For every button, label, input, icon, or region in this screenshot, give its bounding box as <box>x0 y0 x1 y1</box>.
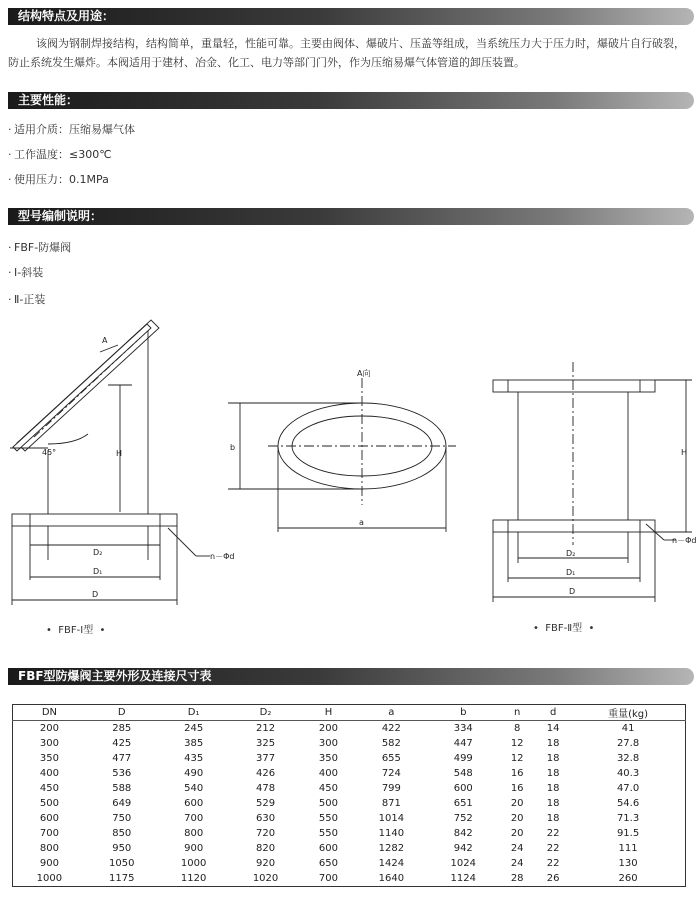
table-cell: 20 <box>510 798 524 809</box>
table-cell: 18 <box>546 813 560 824</box>
performance-item-text: 使用压力：0.1MPa <box>14 173 109 186</box>
table-cell: 18 <box>546 753 560 764</box>
table-row <box>13 871 686 887</box>
table-cell: 47.0 <box>616 783 640 794</box>
column-header: D <box>117 707 126 718</box>
label-d1-left: D₁ <box>93 567 103 576</box>
performance-item-text: 适用介质：压缩易爆气体 <box>14 123 135 136</box>
table-cell: 588 <box>112 783 132 794</box>
model-item-fbf: · FBF-防爆阀 <box>8 241 72 254</box>
table-cell: 1120 <box>180 873 207 884</box>
section-header-model: 型号编制说明： <box>8 208 694 225</box>
performance-item-medium: · 适用介质：压缩易爆气体 <box>8 123 135 136</box>
label-d2-right: D₂ <box>566 549 576 558</box>
table-cell: 20 <box>510 813 524 824</box>
table-row <box>13 856 686 871</box>
table-cell: 1124 <box>450 873 476 884</box>
column-header: DN <box>41 707 57 718</box>
technical-drawing <box>0 300 700 650</box>
table-cell: 300 <box>39 738 59 749</box>
table-cell: 724 <box>381 768 401 779</box>
table-cell: 500 <box>39 798 59 809</box>
table-cell: 477 <box>112 753 132 764</box>
column-header: b <box>460 707 467 718</box>
table-cell: 20 <box>510 828 524 839</box>
table-cell: 1050 <box>109 858 135 869</box>
table-cell: 14 <box>546 723 560 734</box>
table-cell: 630 <box>255 813 276 824</box>
dimensions-table <box>12 704 686 887</box>
table-cell: 655 <box>381 753 401 764</box>
table-cell: 71.3 <box>616 813 640 824</box>
table-cell: 22 <box>546 858 560 869</box>
column-header: a <box>388 707 395 718</box>
label-h-right: H <box>681 448 688 457</box>
label-nd-left: n－Φd <box>210 552 235 561</box>
label-d-left: D <box>92 590 99 599</box>
label-h-left: H <box>116 449 123 458</box>
table-cell: 130 <box>618 858 638 869</box>
table-cell: 91.5 <box>616 828 640 839</box>
table-cell: 1175 <box>109 873 135 884</box>
column-header: D₂ <box>259 707 272 718</box>
table-cell: 529 <box>255 798 276 809</box>
table-cell: 750 <box>112 813 132 824</box>
table-cell: 900 <box>184 843 204 854</box>
table-cell: 24 <box>510 843 524 854</box>
column-header: n <box>514 707 521 718</box>
table-row <box>13 766 686 781</box>
caption-text: FBF-Ⅰ型 <box>58 625 94 636</box>
table-cell: 350 <box>318 753 338 764</box>
table-cell: 350 <box>39 753 59 764</box>
table-cell: 871 <box>381 798 401 809</box>
table-cell: 22 <box>546 828 560 839</box>
table-cell: 400 <box>318 768 338 779</box>
table-cell: 18 <box>546 738 560 749</box>
table-cell: 16 <box>510 768 524 779</box>
label-b: b <box>230 443 236 452</box>
label-a-view: A向 <box>357 369 371 378</box>
table-cell: 600 <box>39 813 59 824</box>
table-cell: 800 <box>39 843 59 854</box>
table-cell: 752 <box>453 813 473 824</box>
label-d2-left: D₂ <box>93 548 103 557</box>
table-cell: 40.3 <box>616 768 640 779</box>
table-cell: 550 <box>318 813 338 824</box>
table-cell: 478 <box>255 783 276 794</box>
column-header: d <box>549 707 557 718</box>
table-row <box>13 826 686 841</box>
table-header-row <box>13 705 686 721</box>
table-cell: 700 <box>39 828 59 839</box>
table-cell: 285 <box>112 723 132 734</box>
table-cell: 28 <box>510 873 524 884</box>
table-cell: 920 <box>255 858 276 869</box>
table-cell: 54.6 <box>616 798 640 809</box>
table-cell: 245 <box>184 723 204 734</box>
table-cell: 426 <box>255 768 276 779</box>
table-cell: 540 <box>184 783 204 794</box>
table-cell: 435 <box>184 753 204 764</box>
table-cell: 820 <box>255 843 276 854</box>
performance-item-pressure: · 使用压力：0.1MPa <box>8 173 109 186</box>
table-cell: 26 <box>546 873 560 884</box>
table-cell: 490 <box>184 768 204 779</box>
table-cell: 582 <box>381 738 401 749</box>
table-cell: 200 <box>318 723 338 734</box>
table-cell: 942 <box>453 843 473 854</box>
section-header-performance: 主要性能： <box>8 92 694 109</box>
table-cell: 1020 <box>252 873 279 884</box>
table-cell: 27.8 <box>616 738 640 749</box>
table-cell: 842 <box>453 828 473 839</box>
table-cell: 425 <box>112 738 132 749</box>
table-cell: 600 <box>184 798 204 809</box>
table-cell: 41 <box>621 723 635 734</box>
section-header-features: 结构特点及用途： <box>8 8 694 25</box>
table-cell: 450 <box>318 783 338 794</box>
table-cell: 447 <box>453 738 473 749</box>
table-cell: 422 <box>381 723 401 734</box>
table-row <box>13 841 686 856</box>
model-item-text: Ⅱ-正装 <box>14 293 46 306</box>
table-cell: 16 <box>510 783 524 794</box>
table-cell: 12 <box>510 738 524 749</box>
table-cell: 1140 <box>378 828 405 839</box>
table-cell: 385 <box>184 738 204 749</box>
table-cell: 200 <box>39 723 59 734</box>
table-cell: 651 <box>453 798 473 809</box>
table-cell: 24 <box>510 858 524 869</box>
table-cell: 32.8 <box>616 753 640 764</box>
performance-item-temperature: · 工作温度：≤300℃ <box>8 148 112 161</box>
table-cell: 950 <box>112 843 132 854</box>
table-cell: 111 <box>618 843 638 854</box>
caption-fbf-2: • FBF-Ⅱ型 • <box>533 623 595 634</box>
table-row <box>13 781 686 796</box>
table-cell: 8 <box>514 723 521 734</box>
table-cell: 1000 <box>180 858 207 869</box>
features-paragraph: 该阀为钢制焊接结构，结构简单，重量轻，性能可靠。主要由阀体、爆破片、压盖等组成，当系统压力大于压力时，爆破片自行破裂，防止系统发生爆炸。本阀适用于建材、冶金、化工、电力等部门门外，作为压缩易爆气体管道的卸压装置。 <box>8 37 685 69</box>
table-cell: 450 <box>39 783 59 794</box>
table-row <box>13 721 686 737</box>
table-cell: 800 <box>184 828 204 839</box>
table-cell: 500 <box>318 798 338 809</box>
label-nd-right: n－Φd <box>672 536 697 545</box>
table-cell: 1000 <box>36 873 63 884</box>
caption-fbf-1: • FBF-Ⅰ型 • <box>46 625 106 636</box>
table-row <box>13 751 686 766</box>
table-cell: 12 <box>510 753 524 764</box>
table-cell: 650 <box>318 858 338 869</box>
table-cell: 1282 <box>378 843 405 854</box>
table-row <box>13 796 686 811</box>
table-cell: 22 <box>546 843 560 854</box>
column-header: H <box>324 707 333 718</box>
table-cell: 18 <box>546 783 560 794</box>
table-cell: 649 <box>112 798 132 809</box>
table-cell: 536 <box>112 768 132 779</box>
label-d1-right: D₁ <box>566 568 576 577</box>
model-item-text: Ⅰ-斜装 <box>14 266 44 279</box>
label-a-dim: a <box>359 518 364 527</box>
table-cell: 377 <box>255 753 276 764</box>
table-cell: 300 <box>318 738 338 749</box>
table-cell: 18 <box>546 798 560 809</box>
model-item-slanted: · Ⅰ-斜装 <box>8 266 44 279</box>
table-row <box>13 736 686 751</box>
table-cell: 212 <box>255 723 276 734</box>
table-row <box>13 811 686 826</box>
model-item-upright: · Ⅱ-正装 <box>8 293 46 306</box>
table-cell: 400 <box>39 768 59 779</box>
table-cell: 600 <box>453 783 473 794</box>
table-cell: 700 <box>184 813 204 824</box>
label-d-right: D <box>569 587 576 596</box>
column-header: 重量(kg) <box>608 709 649 720</box>
table-cell: 700 <box>318 873 338 884</box>
performance-item-text: 工作温度：≤300℃ <box>14 148 112 161</box>
table-cell: 18 <box>546 768 560 779</box>
caption-text: FBF-Ⅱ型 <box>545 623 583 634</box>
table-cell: 548 <box>453 768 473 779</box>
section-header-table: FBF型防爆阀主要外形及连接尺寸表 <box>8 668 694 685</box>
model-item-text: FBF-防爆阀 <box>14 241 72 254</box>
table-cell: 900 <box>39 858 59 869</box>
table-cell: 1640 <box>378 873 405 884</box>
table-cell: 550 <box>318 828 338 839</box>
table-body <box>13 721 686 887</box>
table-cell: 799 <box>381 783 401 794</box>
table-cell: 1014 <box>378 813 405 824</box>
table-cell: 499 <box>453 753 473 764</box>
table-cell: 1024 <box>450 858 476 869</box>
table-cell: 334 <box>453 723 473 734</box>
column-header: D₁ <box>187 707 200 718</box>
table-cell: 260 <box>618 873 638 884</box>
table-cell: 600 <box>318 843 338 854</box>
table-cell: 325 <box>255 738 276 749</box>
label-angle: 45° <box>42 448 57 457</box>
table-cell: 720 <box>255 828 276 839</box>
label-a-arrow: A <box>102 336 108 345</box>
table-cell: 850 <box>112 828 132 839</box>
table-cell: 1424 <box>378 858 405 869</box>
